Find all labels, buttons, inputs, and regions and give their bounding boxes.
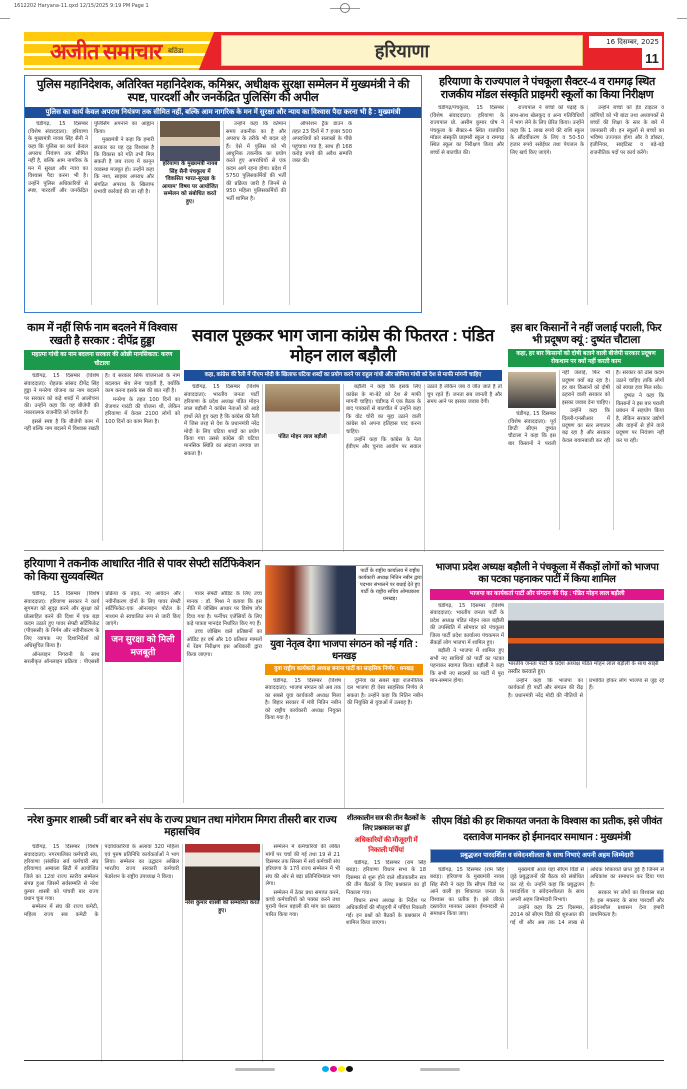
paragraph: राज्यपाल ने बच्चों को पढ़ाई के साथ-साथ खेलकूद व अन्य गतिविधियों में भाग लेने के लिए प्रेरित किया। उन्होंने कहा कि 1 लाख रुपये की राशि स्कूल के सौंदर्यीकरण के लिए व 50-50 हजार रुपये रसोईघर तथा पेयजल के लिए खर्च किए जाएंगे। (510, 105, 584, 156)
hooda-headline: काम में नहीं सिर्फ नाम बदलने में विश्वास रखती है सरकार : दीपेंद्र हुड्डा (27, 322, 177, 347)
hooda-story (24, 322, 180, 544)
dushyant-headline: इस बार किसानों ने नहीं जलाई पराली, फिर भी प्रदूषण क्यूं : दुष्यंत चौटाला (510, 322, 662, 347)
union-headline: नरेश कुमार शास्त्री 5वीं बार बने संघ के राज्य प्रधान तथा मांगेराम मिगरा तीसरी बार राज्य महासचिव (27, 814, 337, 839)
dhankhar-photo-caption: पार्टी के राष्ट्रीय कार्यालय में राष्ट्रीय कार्यकारी अध्यक्ष नितिन नबीन द्वारा पदभार संभालने पर बधाई देते हुए पार्टी के राष्ट्रीय सचिव ओमप्रकाश धनखड़। (358, 568, 422, 602)
governor-story (430, 76, 664, 314)
badoli-photo (265, 384, 340, 434)
paragraph: सरकार पर लोगों का विश्वास बढ़ा है। इस मकसद के साथ पारदर्शी और संवेदनशील प्रशासन देना हमारी प्राथमिकता है। (590, 890, 664, 919)
public-safety-box: जन सुरक्षा को मिली मजबूती (105, 630, 180, 662)
cm-window-body (430, 867, 664, 1049)
paragraph: दुनिया का सबसे बड़ा राजनीतिक दल भाजपा ही ऐसा साहसिक निर्णय ले सकता है। उन्होंने कहा कि नितिन नबीन की नियुक्ति से युवाओं में उत्साह है। (347, 678, 423, 707)
cm-window-story (430, 814, 664, 1058)
cm-window-headline: सीएम विंडो की हर शिकायत जनता के विश्वास का प्रतीक, इसे जीवंत दस्तावेज मानकर हो ईमानदार समाधान : मुख्यमंत्री (432, 816, 662, 843)
union-photo-caption: नरेश कुमार शास्त्री को सम्मानित करते हुए। (185, 900, 260, 914)
newspaper-logo: अजीत समाचार (50, 39, 162, 64)
badoli-photo-caption: पंडित मोहन लाल बड़ौली (278, 434, 327, 441)
badoli-joining-body (430, 603, 504, 793)
paragraph: बड़ौली ने भाजपा में शामिल हुए सभी नए साथियों को पार्टी का पटका पहनाकर स्वागत किया। बड़ौली ने कहा कि सभी नए सदस्यों का पार्टी में पूरा मान-सम्मान होगा। (430, 648, 504, 685)
page-number: 11 (642, 48, 662, 68)
question-draw-story (346, 814, 426, 1058)
paragraph: पावर सेफ्टी ऑडिट के लिए उच्च मानक : डॉ. मिश्रा ने बताया कि इस नीति में जोखिम आधार पर विशेष जोर दिया गया है। फर्नीचर एजेंसियों के लिए कड़े पात्रता मानदंड निर्धारित किए गए हैं। (186, 591, 262, 627)
paragraph: चंडीगढ़, 15 दिसम्बर (विशेष संवाददाता): भारतीय जनता पार्टी हरियाणा के प्रदेश अध्यक्ष पंडित मोहन लाल बड़ौली ने कांग्रेस नेताओं को आड़े हाथों लेते हुए कहा है कि कांग्रेस की रैली में जिस तरह से देश के प्रधानमंत्री नरेंद्र मोदी के लिए घटिया शब्दों का प्रयोग किया गया उससे कांग्रेस की घटिया मानसिक स्थिति का अंदाजा लगाया जा सकता है। (184, 384, 259, 457)
badoli-congress-body (184, 384, 502, 552)
dhankhar-subhead: युवा राष्ट्रीय कार्यकारी अध्यक्ष बनाना पार्टी का साहसिक निर्णय : धनखड़ (265, 664, 423, 675)
paragraph: दुष्यंत ने कहा कि किसानों ने इस बार पराली प्रबंधन में सहयोग किया है, लेकिन सरकार उद्योगों और वाहनों से होने वाले प्रदूषण पर नियंत्रण नहीं कर पा रही। (616, 393, 664, 444)
paragraph: उन्होंने कहा कि 25 दिसम्बर, 2014 को सीएम विंडो की शुरुआत की गई थी और अब तक 14 लाख से अधिक शिकायतें प्राप्त हुई हैं जिनमें से अधिकांश का समाधान कर दिया गया है। (510, 867, 664, 926)
lead-subhead: पुलिस का कार्य केवल अपराध नियंत्रण तक सीमित नहीं, बल्कि आम नागरिक के मन में सुरक्षा और न्याय का विश्वास पैदा करना भी है : मुख्यमंत्री (25, 107, 421, 118)
paragraph: उन्होंने कहा कि दिल्ली-एनसीआर में प्रदूषण का स्तर लगातार बढ़ रहा है और सरकार केवल बयानबाजी कर रही है। सरकार को ठोस कदम उठाने चाहिए ताकि लोगों को स्वच्छ हवा मिल सके। (562, 370, 664, 444)
lead-photo (160, 121, 220, 161)
badoli-joining-subhead: भाजपा का कार्यकर्ता पार्टी और संगठन की रीढ़ : पंडित मोहन लाल बड़ौली (430, 589, 664, 600)
section-title: हरियाणा (221, 35, 583, 66)
dushyant-story (508, 322, 664, 544)
badoli-congress-headline: सवाल पूछकर भाग जाना कांग्रेस की फितरत : पंडित मोहन लाल बड़ौली (191, 326, 495, 365)
paragraph: चंडीगढ़, 15 दिसम्बर (विशेष संवाददाता): पूर्व डिप्टी सीएम दुष्यंत चौटाला ने कहा कि इस बार किसानों ने पराली नहीं जलाई, फिर भी प्रदूषण क्यों बढ़ रहा है। हर बार किसानों को दोषी ठहराने वाली सरकार को इसका जवाब देना चाहिए। (508, 370, 610, 447)
union-story (24, 814, 340, 1058)
paragraph: बड़ौली ने कहा कि इसके लिए कांग्रेस के मां-बेटे को देश से माफी मांगनी चाहिए। चंडीगढ़ में एक बैठक के बाद पत्रकारों से बातचीत में उन्होंने कहा कि वोट चोरी का मुद्दा उठाने वाली कांग्रेस को अपना इतिहास याद करना चाहिए। (346, 384, 421, 435)
paragraph: इससे स्पष्ट है कि बीजेपी काम में नहीं बल्कि नाम बदलने में विश्वास रखती है। वे सरकार सिर्फ योजनाओं के नाम बदलकर श्रेय लेना चाहती है, क्योंकि काम करना इसके बस की बात नहीं है। (24, 373, 180, 433)
question-draw-title: शीतकालीन सत्र की तीन बैठकों के लिए प्रश्नकाल का ड्रॉ (346, 815, 426, 832)
paragraph: उन्होंने कहा कि वर्तमान समय तकनीक का है और अपराध के तरीके भी बदल रहे हैं। ऐसे में पुलिस को भी आधुनिक तकनीक का प्रयोग करते हुए अपराधियों से एक कदम आगे रहना होगा। प्रदेश में 5750 पुलिसकर्मियों की भर्ती की प्रक्रिया जारी है जिनमें से 950 महिला पुलिसकर्मियों की भर्ती शामिल है। (226, 121, 286, 202)
paragraph: चंडीगढ़, 15 दिसम्बर (विशेष संवाददाता): नगरपालिका कर्मचारी संघ, हरियाणा (संबंधित सर्व कर्मचारी संघ हरियाणा) अम्बाला सिटी में आयोजित जिले का 12वां राज्य स्तरीय सम्मेलन संपन्न हुआ जिसमें सर्वसम्मति से नरेश कुमार शास्त्री को पांचवीं बार राज्य प्रधान चुना गया। (24, 844, 99, 902)
paragraph: चंडीगढ़, 15 दिसम्बर (राम सिंह बराड़): हरियाणा के मुख्यमंत्री नायब सिंह सैनी ने कहा कि सीएम विंडो पर आने वाली हर शिकायत जनता के विश्वास का प्रतीक है। इसे जीवंत दस्तावेज मानकर उसका ईमानदारी से समाधान किया जाए। (430, 867, 504, 918)
governor-body (430, 105, 664, 305)
union-figure (185, 844, 260, 915)
paragraph: सम्मेलन में ठेका प्रथा समाप्त करने, कच्चे कर्मचारियों को पक्का करने तथा पुरानी पेंशन बहाली की मांग का प्रस्ताव पारित किया गया। (265, 889, 340, 918)
union-photo (185, 844, 260, 900)
paragraph: चंडीगढ़, 15 दिसम्बर (विशेष संवाददाता): रोहतक सांसद दीपेंद्र सिंह हुड्डा ने मनरेगा योजना का नाम बदलने पर सरकार को कड़े शब्दों में आलोचना की। उन्होंने कहा कि यह बीजेपी की नकारात्मक राजनीति को दर्शाता है। (24, 373, 99, 417)
paragraph: उच्च जोखिम वाले प्रतिष्ठानों का ऑडिट हर वर्ष और 10 प्रतिशत मामलों में रेंडम निरीक्षण इस अधिकारी द्वारा किया जाएगा। (186, 629, 262, 658)
paragraph: मुख्यमंत्री आज यहां सीएम विंडो से जुड़े प्रबुद्धजनों की बैठक को संबोधित कर रहे थे। उन्होंने कहा कि प्रबुद्धजन पारदर्शिता व संवेदनशीलता के साथ अपनी अहम जिम्मेदारी निभाएं। (510, 867, 584, 903)
badoli-congress-subhead: कहा, कांग्रेस की रैली में पीएम मोदी के खिलाफ घटिया शब्दों का प्रयोग करने पर राहुल गांधी और सोनिया गांधी को देश से माफी मांगनी चाहिए (184, 370, 502, 381)
paragraph: ऑनलाइन निगरानी के साथ सरलीकृत ऑनलाइन प्रक्रिया : पीएससी प्रक्रिया के तहत, नए आवेदन और नवीनीकरण दोनों के लिए पावर सेफ्टी सर्टिफिकेट-एक ऑनलाइन पोर्टल के माध्यम से स्वचालित रूप से जारी किए जाएंगे। (24, 591, 181, 665)
paragraph: चंडीगढ़, 15 दिसम्बर (विशेष संवाददाता): हरियाणा के मुख्यमंत्री नायब सिंह सैनी ने कहा कि पुलिस का कार्य केवल अपराध नियंत्रण तक सीमित नहीं है, बल्कि आम नागरिक के मन में सुरक्षा और न्याय का विश्वास पैदा करना भी है। उन्होंने पुलिस अधिकारियों से स्पष्ट, पारदर्शी और जनकेंद्रित पुलिसिंग अपनाने का आह्वान किया। (28, 121, 154, 195)
paragraph: मनरेगा के तहत 100 दिनों का रोजगार गारंटी की योजना थी, लेकिन हरियाणा में केवल 2100 लोगों को 100 दिनों का काम मिला है। (105, 396, 180, 425)
paragraph: उन्होंने कहा कि कांग्रेस के नेता ईवीएम और चुनाव आयोग पर सवाल उठाते हैं लेकिन जब वे जीत जाते हैं तो चुप रहते हैं। जनता सब जानती है और समय आने पर इसका जवाब देगी। (346, 384, 502, 451)
paragraph: चंडीगढ़/पंचकूला, 15 दिसम्बर (विशेष संवाददाता): हरियाणा के राज्यपाल प्रो. असीम कुमार घोष ने पंचकूला के सैक्टर-4 स्थित राजकीय मॉडल संस्कृति प्राइमरी स्कूल व रामगढ़ स्थित स्कूल का निरीक्षण किया और बच्चों से बातचीत की। (430, 105, 504, 156)
paragraph: चंडीगढ़, 15 दिसम्बर (राम सिंह बराड़): हरियाणा विधान सभा के 18 दिसम्बर से शुरू होने वाले शीतकालीन सत्र की तीन बैठकों के लिए प्रश्नकाल का ड्रॉ निकाला गया। (346, 860, 426, 896)
lead-story (24, 75, 422, 313)
row-divider (24, 808, 664, 809)
cm-window-subhead: प्रबुद्धजन पारदर्शिता व संवेदनशीलता के साथ निभाएं अपनी अहम जिम्मेदारी (430, 849, 664, 863)
paragraph: विधान सभा अध्यक्ष के निर्देश पर अधिकारियों की मौजूदगी में पर्चियां निकाली गईं। इन प्रश्नों को बैठकों के प्रश्नकाल में शामिल किया जाएगा। (346, 898, 426, 927)
lead-body (28, 121, 418, 305)
issue-date: 16 दिसम्बर, 2025 (589, 36, 662, 48)
page-bottom-rule (24, 1060, 664, 1061)
badoli-joining-headline: भाजपा प्रदेश अध्यक्ष बड़ौली ने पंचकूला में सैंकड़ों लोगों को भाजपा का पटका पहनाकर पार्टी में किया शामिल (435, 562, 659, 585)
lead-figure (160, 121, 220, 206)
dhankhar-body (265, 678, 423, 808)
dushyant-photo (508, 372, 556, 408)
hooda-body (24, 373, 180, 541)
paragraph: मुख्यमंत्री ने कहा कि हमारी सरकार का यह दृढ़ विश्वास है कि विकास को गति तभी मिल सकती है जब राज्य में कानून व्यवस्था मजबूत हो। उन्होंने कहा कि नशा, साइबर अपराध और संगठित अपराध के खिलाफ प्रभावी कार्रवाई की जा रही है। (94, 137, 154, 196)
joining-photo-caption: भारतीय जनता पार्टी के प्रदेश अध्यक्ष पंडित मोहन लाल बड़ौली के साथ सांझी तस्वीर करवाते हुए। (508, 661, 659, 675)
color-registration-marks (322, 1066, 353, 1072)
registration-bar (420, 1068, 460, 1071)
power-safety-body (24, 591, 262, 803)
hooda-subhead: महात्मा गांधी का नाम बदलना सरकार की ओछी मानसिकता: करण चौटाला (24, 350, 180, 370)
governor-headline: हरियाणा के राज्यपाल ने पंचकूला सैक्टर-4 व रामगढ़ स्थित राजकीय मॉडल संस्कृति प्राइमरी स्कूलों का किया निरीक्षण (439, 76, 655, 101)
lead-photo-caption: हरियाणा के मुख्यमंत्री नायब सिंह सैनी पंचकूला में 'विकसित भारत-सुरक्षा के आयाम' विषय पर आयोजित सम्मेलन को संबोधित करते हुए। (161, 161, 219, 205)
edition-city: बठिंडा (168, 47, 184, 55)
paragraph: चंडीगढ़, 15 दिसम्बर (विशेष संवाददाता): हरियाणा सरकार ने कार्य सुगमता को सुदृढ़ करने और सुरक्षा को प्रोत्साहित करने की दिशा में एक बड़ा कदम उठाते हुए पावर सेफ्टी सर्टिफिकेट (पीएससी) के निर्गम और नवीनीकरण के लिए व्यापक नए दिशानिर्देशों को अधिसूचित किया है। (24, 591, 100, 650)
power-safety-story (24, 558, 262, 804)
badoli-figure (265, 384, 340, 442)
dhankhar-headline: युवा नेतृत्व देगा भाजपा संगठन को नई गति : धनखड़ (270, 639, 418, 662)
badoli-joining-story (430, 562, 664, 804)
power-safety-headline: हरियाणा ने तकनीक आधारित नीति से पावर सेफ्टी सर्टिफिकेशन को किया सुव्यवस्थित (24, 558, 260, 583)
paragraph: चंडीगढ़, 15 दिसम्बर (विशेष संवाददाता): भाजपा संगठन को अब तक का सबसे युवा कार्यकारी अध्यक्ष मिला है। बिहार सरकार में मंत्री नितिन नबीन को राष्ट्रीय कार्यकारी अध्यक्ष नियुक्त किया गया है। (265, 678, 341, 722)
question-draw-body (346, 860, 426, 1040)
registration-mark (340, 3, 350, 13)
dushyant-body (508, 370, 664, 530)
print-slug: 1612202 Haryana-11.qxd 12/15/2025 9:19 PM Page 1 (14, 3, 149, 9)
paragraph: सम्मेलन में संघ की राज्य कमेटी, महिला राज्य सब कमेटी के पदाधिकारियों के अलावा 320 महिला एवं पुरुष प्रतिनिधि कार्यकर्ताओं ने भाग लिया। सम्मेलन का उद्घाटन अखिल भारतीय राज्य सरकारी कर्मचारी फेडरेशन के राष्ट्रीय उपाध्यक्ष ने किया। (24, 844, 179, 918)
dushyant-subhead: कहा, हर बार किसानों को दोषी बताने वाली बीजेपी सरकार प्रदूषण रोकथाम पर क्यों नहीं करती काम (508, 349, 664, 367)
dhankhar-story (265, 565, 423, 805)
badoli-congress-story (184, 322, 502, 544)
lead-headline: पुलिस महानिदेशक, अतिरिक्त महानिदेशक, कमिश्नर, अधीक्षक सुरक्षा सम्मेलन में मुख्यमंत्री ने की स्पष्ट, पारदर्शी और जनकेंद्रित पुलिसिंग की अपील (36, 79, 410, 105)
paragraph: उन्होंने कहा कि भाजपा का कार्यकर्ता ही पार्टी और संगठन की रीढ़ है। प्रधानमंत्री नरेंद्र मोदी की नीतियों से प्रभावित होकर लोग भाजपा से जुड़ रहे हैं। (508, 678, 664, 699)
badoli-joining-body-cont (508, 678, 664, 788)
dhankhar-photo (266, 566, 356, 634)
crop-mark (677, 18, 687, 19)
registration-bar (235, 1068, 275, 1071)
row-divider (24, 550, 664, 551)
paragraph: चंडीगढ़, 15 दिसम्बर (विशेष संवाददाता): भारतीय जनता पार्टी के प्रदेश अध्यक्ष पंडित मोहन लाल बड़ौली की उपस्थिति में सोमवार को पंचकूला जिला पार्टी प्रदेश कार्यालय पंचकमल में सैकड़ों लोग भाजपा में शामिल हुए। (430, 603, 504, 647)
paragraph: ऑपरेशन ट्रैक डाउन के तहत 23 दिनों में 7 हजार 500 अपराधियों को सलाखों के पीछे पहुंचाया गया है, साथ ही 168 करोड़ रुपये की अवैध सम्पत्ति जब्त की। (292, 121, 352, 165)
paragraph: उन्होंने बच्चों को हेड टाइटल व कॉपियों को भी बांटा तथा अध्यापकों से बच्चों की शिक्षा के स्तर के बारे में जानकारी ली। इन स्कूलों से बच्चों का भविष्य उज्ज्वल होगा और वे डॉक्टर, इंजीनियर, साइंटिस्ट व बड़े-बड़े राजनीतिक पदों पर कार्य करेंगे। (590, 105, 664, 156)
crop-mark (0, 18, 10, 19)
paragraph: सम्मेलन में कर्मचारियों की लंबित मांगों पर चर्चा की गई तथा 19 से 21 दिसम्बर तक सिरसा में सर्व कर्मचारी संघ हरियाणा के 17वें राज्य सम्मेलन में भी संघ की ओर से बड़ा प्रतिनिधिमंडल भाग लेगा। (265, 844, 340, 888)
question-draw-subtitle: अधिकारियों की मौजूदगी में निकाली पर्चियां (354, 837, 418, 854)
union-body (24, 844, 340, 1062)
joining-group-photo (508, 603, 664, 661)
